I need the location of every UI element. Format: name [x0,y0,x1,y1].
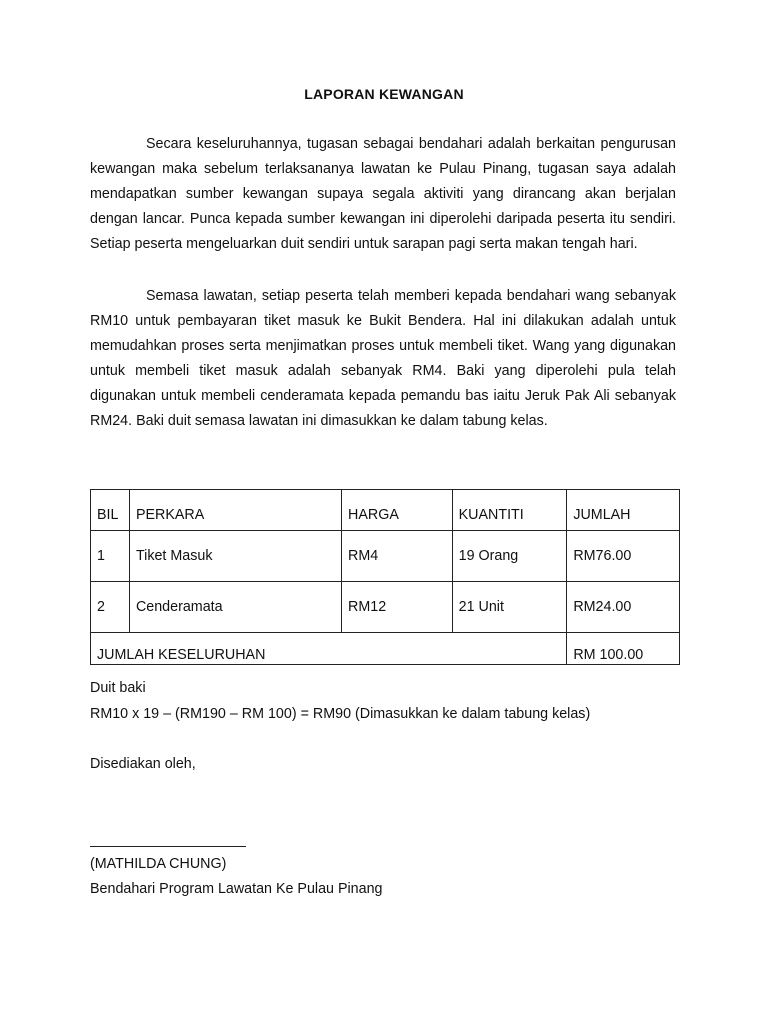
row-1-bil: 1 [91,531,130,582]
table-row [91,531,680,582]
signature-line [90,846,246,847]
paragraph-1-container [90,132,676,257]
row-1-harga: RM4 [342,531,453,582]
header-harga: HARGA [342,490,453,531]
header-kuantiti: KUANTITI [452,490,567,531]
header-perkara: PERKARA [129,490,341,531]
signatory-role: Bendahari Program Lawatan Ke Pulau Pinang [90,881,383,897]
table-total-row [91,633,680,665]
header-bil: BIL [91,490,130,531]
row-1-kuantiti: 19 Orang [452,531,567,582]
table-header-row [91,490,680,531]
row-2-kuantiti: 21 Unit [452,582,567,633]
finance-table [90,489,680,665]
row-1-jumlah: RM76.00 [567,531,680,582]
row-2-jumlah: RM24.00 [567,582,680,633]
total-label: JUMLAH KESELURUHAN [91,633,567,665]
balance-formula: RM10 x 19 – (RM190 – RM 100) = RM90 (Dimasukkan ke dalam tabung kelas) [90,706,591,722]
row-2-harga: RM12 [342,582,453,633]
row-2-bil: 2 [91,582,130,633]
table-row [91,582,680,633]
page-title: LAPORAN KEWANGAN [304,86,464,102]
prepared-by-label: Disediakan oleh, [90,756,196,772]
balance-label: Duit baki [90,680,146,696]
row-1-perkara: Tiket Masuk [129,531,341,582]
paragraph-2-container [90,284,676,434]
signatory-name: (MATHILDA CHUNG) [90,856,227,872]
row-2-perkara: Cenderamata [129,582,341,633]
paragraph-2: Semasa lawatan, setiap peserta telah memberi kepada bendahari wang sebanyak RM10 untuk pembayaran tiket masuk ke Bukit Bendera. Hal ini dilakukan adalah untuk memudahkan proses serta menjimatkan proses untuk membeli tiket. Wang yang digunakan untuk membeli tiket masuk adalah sebanyak RM4. Baki yang diperolehi pula telah digunakan untuk membeli cenderamata kepada pemandu bas iaitu Jeruk Pak Ali sebanyak RM24. Baki duit semasa lawatan ini dimasukkan ke dalam tabung kelas. [90,288,676,429]
total-value: RM 100.00 [567,633,680,665]
paragraph-1: Secara keseluruhannya, tugasan sebagai bendahari adalah berkaitan pengurusan kewangan maka sebelum terlaksananya lawatan ke Pulau Pinang, tugasan saya adalah mendapatkan sumber kewangan supaya segala aktiviti yang dirancang akan berjalan dengan lancar. Punca kepada sumber kewangan ini diperolehi daripada peserta itu sendiri. Setiap peserta mengeluarkan duit sendiri untuk sarapan pagi serta makan tengah hari. [90,136,676,252]
header-jumlah: JUMLAH [567,490,680,531]
